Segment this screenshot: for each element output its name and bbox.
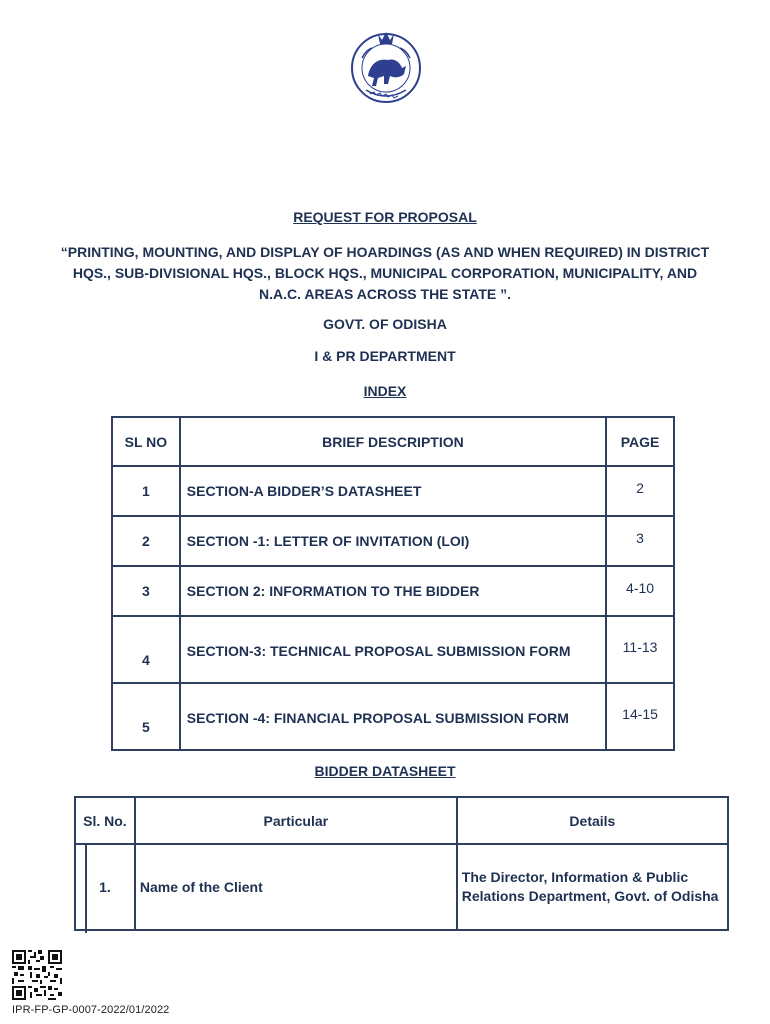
index-description: SECTION -1: LETTER OF INVITATION (LOI) (180, 516, 606, 566)
index-page: 14-15 (606, 683, 674, 750)
document-reference: IPR-FP-GP-0007-2022/01/2022 (12, 1004, 170, 1016)
table-row (112, 566, 674, 616)
cell-rule (85, 845, 87, 933)
table-row (75, 844, 728, 930)
datasheet-details: The Director, Information & Public Relations Department, Govt. of Odisha (457, 844, 728, 930)
index-description: SECTION-3: TECHNICAL PROPOSAL SUBMISSION FORM (180, 616, 606, 683)
index-sl: 2 (112, 516, 180, 566)
index-description: SECTION -4: FINANCIAL PROPOSAL SUBMISSION FORM (180, 683, 606, 750)
bidder-datasheet-table (74, 796, 729, 931)
index-sl: 1 (112, 466, 180, 516)
datasheet-heading: BIDDER DATASHEET (314, 763, 456, 779)
datasheet-col-particular: Particular (135, 797, 457, 844)
department-name: I & PR DEPARTMENT (314, 348, 456, 364)
qr-code-icon (12, 950, 62, 1000)
govt-name: GOVT. OF ODISHA (323, 316, 447, 332)
index-sl: 5 (112, 683, 180, 750)
datasheet-header-row (75, 797, 728, 844)
index-heading: INDEX (363, 383, 407, 399)
index-col-description: BRIEF DESCRIPTION (180, 417, 606, 466)
datasheet-particular: Name of the Client (135, 844, 457, 930)
odisha-emblem-icon (348, 28, 424, 106)
rfp-subject: “PRINTING, MOUNTING, AND DISPLAY OF HOARDINGS (AS AND WHEN REQUIRED) IN DISTRICT HQS., SUB-DIVISIONAL HQS., BLOCK HQS., MUNICIPAL CORPORATION, MUNICIPALITY, AND N.A.C. AREAS ACROSS THE STATE ”. (60, 244, 710, 302)
index-page: 3 (606, 516, 674, 566)
datasheet-sl-cell (75, 844, 135, 930)
index-col-sl: SL NO (112, 417, 180, 466)
table-row (112, 616, 674, 683)
datasheet-sl: 1. (99, 879, 111, 895)
index-header-row (112, 417, 674, 466)
datasheet-col-sl: Sl. No. (75, 797, 135, 844)
table-row (112, 683, 674, 750)
index-sl: 4 (112, 616, 180, 683)
index-page: 4-10 (606, 566, 674, 616)
index-page: 2 (606, 466, 674, 516)
index-page: 11-13 (606, 616, 674, 683)
index-sl: 3 (112, 566, 180, 616)
index-col-page: PAGE (606, 417, 674, 466)
table-row (112, 466, 674, 516)
table-row (112, 516, 674, 566)
index-table (111, 416, 675, 751)
rfp-title: REQUEST FOR PROPOSAL (293, 209, 477, 225)
datasheet-col-details: Details (457, 797, 728, 844)
index-description: SECTION 2: INFORMATION TO THE BIDDER (180, 566, 606, 616)
index-description: SECTION-A BIDDER’S DATASHEET (180, 466, 606, 516)
